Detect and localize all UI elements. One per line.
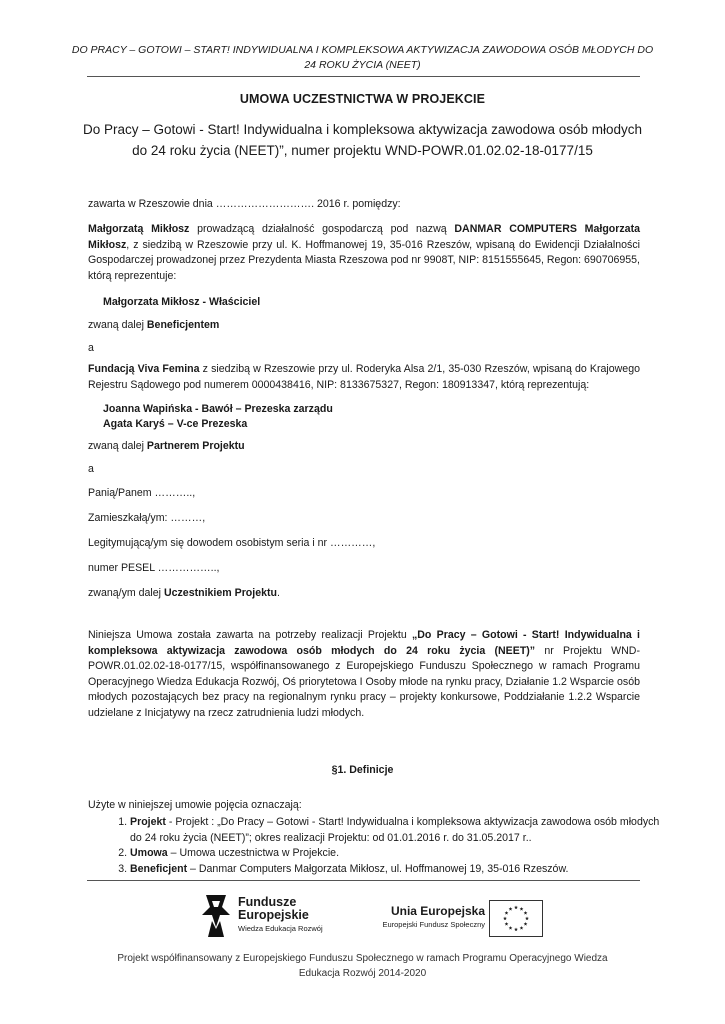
footer-divider [87, 880, 640, 881]
document-subtitle [70, 119, 655, 161]
conjunction-a-1: a [88, 342, 94, 354]
eu-star [505, 922, 509, 926]
footer-line1: Projekt współfinansowany z Europejskiego Funduszu Społecznego w ramach Programu Operacyjnego Wiedza [117, 953, 608, 964]
party1-called [88, 318, 640, 334]
concluded-line: zawarta w Rzeszowie dnia ………………………. 2016 r. pomiędzy: [88, 198, 401, 210]
party2-called [88, 439, 640, 455]
participant-called-prefix: zwaną/ym dalej [88, 587, 164, 599]
running-header-line2: 24 ROKU ŻYCIA (NEET) [304, 59, 421, 71]
subtitle-line1: Do Pracy – Gotowi - Start! Indywidualna i kompleksowa aktywizacja zawodowa osób młodych [83, 122, 642, 137]
definition-text: – Umowa uczestnictwa w Projekcie. [167, 847, 340, 859]
definition-term: Beneficjent [130, 862, 188, 875]
unia-europejska-logo [378, 898, 543, 938]
definitions-list [105, 815, 665, 877]
purpose-project-name: „Do Pracy – Gotowi - Start! Indywidualna i kompleksowa aktywizacja zawodowa osób młodych do 24 roku życia (NEET)” [88, 629, 640, 657]
party2-role: Partnerem Projektu [146, 440, 245, 452]
eu-flag-icon [489, 900, 543, 937]
party1-text-a: prowadzącą działalność gospodarczą pod nazwą [189, 223, 455, 235]
definition-item [130, 846, 665, 862]
eu-star [509, 907, 513, 911]
participant-role: Uczestnikiem Projektu [163, 587, 278, 599]
eu-logo-line2: Europejski Fundusz Społeczny [382, 920, 485, 929]
definition-text: - Projekt : „Do Pracy – Gotowi - Start! Indywidualna i kompleksowa aktywizacja zawodowa osób młodych do 24 roku życia (NEET)”; okres realizacji Projektu: od 01.01.2016 r. do 31.05.2017 r.. [130, 816, 660, 844]
definition-term: Umowa [130, 847, 168, 859]
eu-star [524, 911, 528, 915]
party1-role: Beneficjentem [146, 319, 220, 331]
fe-star-icon [200, 893, 232, 939]
eu-star [505, 911, 509, 915]
fe-logo-line3: Wiedza Edukacja Rozwój [238, 924, 323, 933]
party1-representative: Małgorzata Mikłosz - Właściciel [103, 296, 261, 308]
purpose-paragraph [88, 628, 640, 721]
party2-called-prefix: zwaną dalej [88, 440, 147, 452]
party2-rep2: Agata Karyś – V-ce Prezeska [103, 418, 248, 430]
eu-star [514, 928, 518, 932]
participant-id-field: Legitymującą/ym się dowodem osobistym seria i nr …………, [88, 537, 376, 549]
fe-logo-line1: Fundusze [238, 895, 297, 909]
conjunction-a-2: a [88, 463, 94, 475]
participant-called [88, 586, 640, 602]
definition-item [130, 815, 665, 846]
running-header [60, 43, 665, 73]
header-divider [87, 76, 640, 77]
eu-star [514, 906, 518, 910]
eu-star [520, 907, 524, 911]
fundusze-europejskie-logo [200, 893, 340, 941]
eu-star [525, 917, 529, 921]
party1-paragraph [88, 222, 640, 284]
purpose-text-a: Niniejsza Umowa została zawarta na potrzeby realizacji Projektu [88, 629, 412, 641]
fe-logo-line2: Europejskie [238, 908, 309, 922]
purpose-text-b: nr Projektu WND-POWR.01.02.02-18-0177/15, współfinansowanego z Europejskiego Funduszu Społecznego w ramach Programu Operacyjnego Wiedza Edukacja Rozwój, Oś priorytetowa I Osoby młode na rynku pracy, Działanie 1.2 Wsparcie osób młodych pozostających bez pracy na regionalnym rynku pracy – projekty konkursowe, Poddziałanie 1.2.2 Wsparcie udzielane z Inicjatywy na rzecz zatrudnienia ludzi młodych. [88, 644, 640, 719]
party2-paragraph [88, 362, 640, 393]
eu-star [524, 922, 528, 926]
participant-address-field: Zamieszkałą/ym: ………, [88, 512, 206, 524]
footer-cofinancing-note [80, 951, 645, 981]
definition-text: – Danmar Computers Małgorzata Mikłosz, ul. Hoffmanowej 19, 35-016 Rzeszów. [187, 862, 569, 875]
participant-pesel-field: numer PESEL …………….., [88, 562, 220, 574]
participant-called-suffix: . [277, 587, 280, 599]
definition-item [130, 862, 665, 878]
document-title: UMOWA UCZESTNICTWA W PROJEKCIE [239, 92, 486, 106]
party1-called-prefix: zwaną dalej [88, 319, 147, 331]
section1-intro: Użyte w niniejszej umowie pojęcia oznaczają: [88, 799, 302, 811]
party1-company: DANMAR COMPUTERS Małgorzata Mikłosz [88, 223, 640, 251]
eu-star [509, 926, 513, 930]
eu-star [503, 917, 507, 921]
party2-text: z siedzibą w Rzeszowie przy ul. Roderyka Alsa 2/1, 35-030 Rzeszów, wpisaną do Krajowego Rejestru Sądowego pod numerem 0000438416, NIP: 8133675327, Regon: 180913347, którą reprezentują: [88, 363, 640, 391]
definition-term: Projekt [130, 816, 166, 828]
party2-name: Fundacją Viva Femina [88, 363, 200, 375]
subtitle-line2: do 24 roku życia (NEET)”, numer projektu WND-POWR.01.02.02-18-0177/15 [132, 143, 593, 158]
party2-rep1: Joanna Wapińska - Bawół – Prezeska zarządu [103, 403, 333, 415]
eu-logo-line1: Unia Europejska [390, 904, 485, 918]
running-header-line1: DO PRACY – GOTOWI – START! INDYWIDUALNA I KOMPLEKSOWA AKTYWIZACJA ZAWODOWA OSÓB MŁODYCH DO [71, 44, 654, 56]
party1-text-b: , z siedzibą w Rzeszowie przy ul. K. Hoffmanowej 19, 35-016 Rzeszów, wpisaną do Ewidencji Działalności Gospodarczej prowadzonej przez Prezydenta Miasta Rzeszowa pod nr 9908T, NIP: 8151555645, Regon: 690706955, którą reprezentuje: [88, 238, 640, 282]
section1-heading: §1. Definicje [331, 764, 394, 776]
eu-star [520, 926, 524, 930]
participant-name-field: Panią/Panem ……….., [88, 487, 196, 499]
party1-name: Małgorzatą Mikłosz [88, 223, 190, 235]
footer-line2: Edukacja Rozwój 2014-2020 [298, 968, 427, 979]
